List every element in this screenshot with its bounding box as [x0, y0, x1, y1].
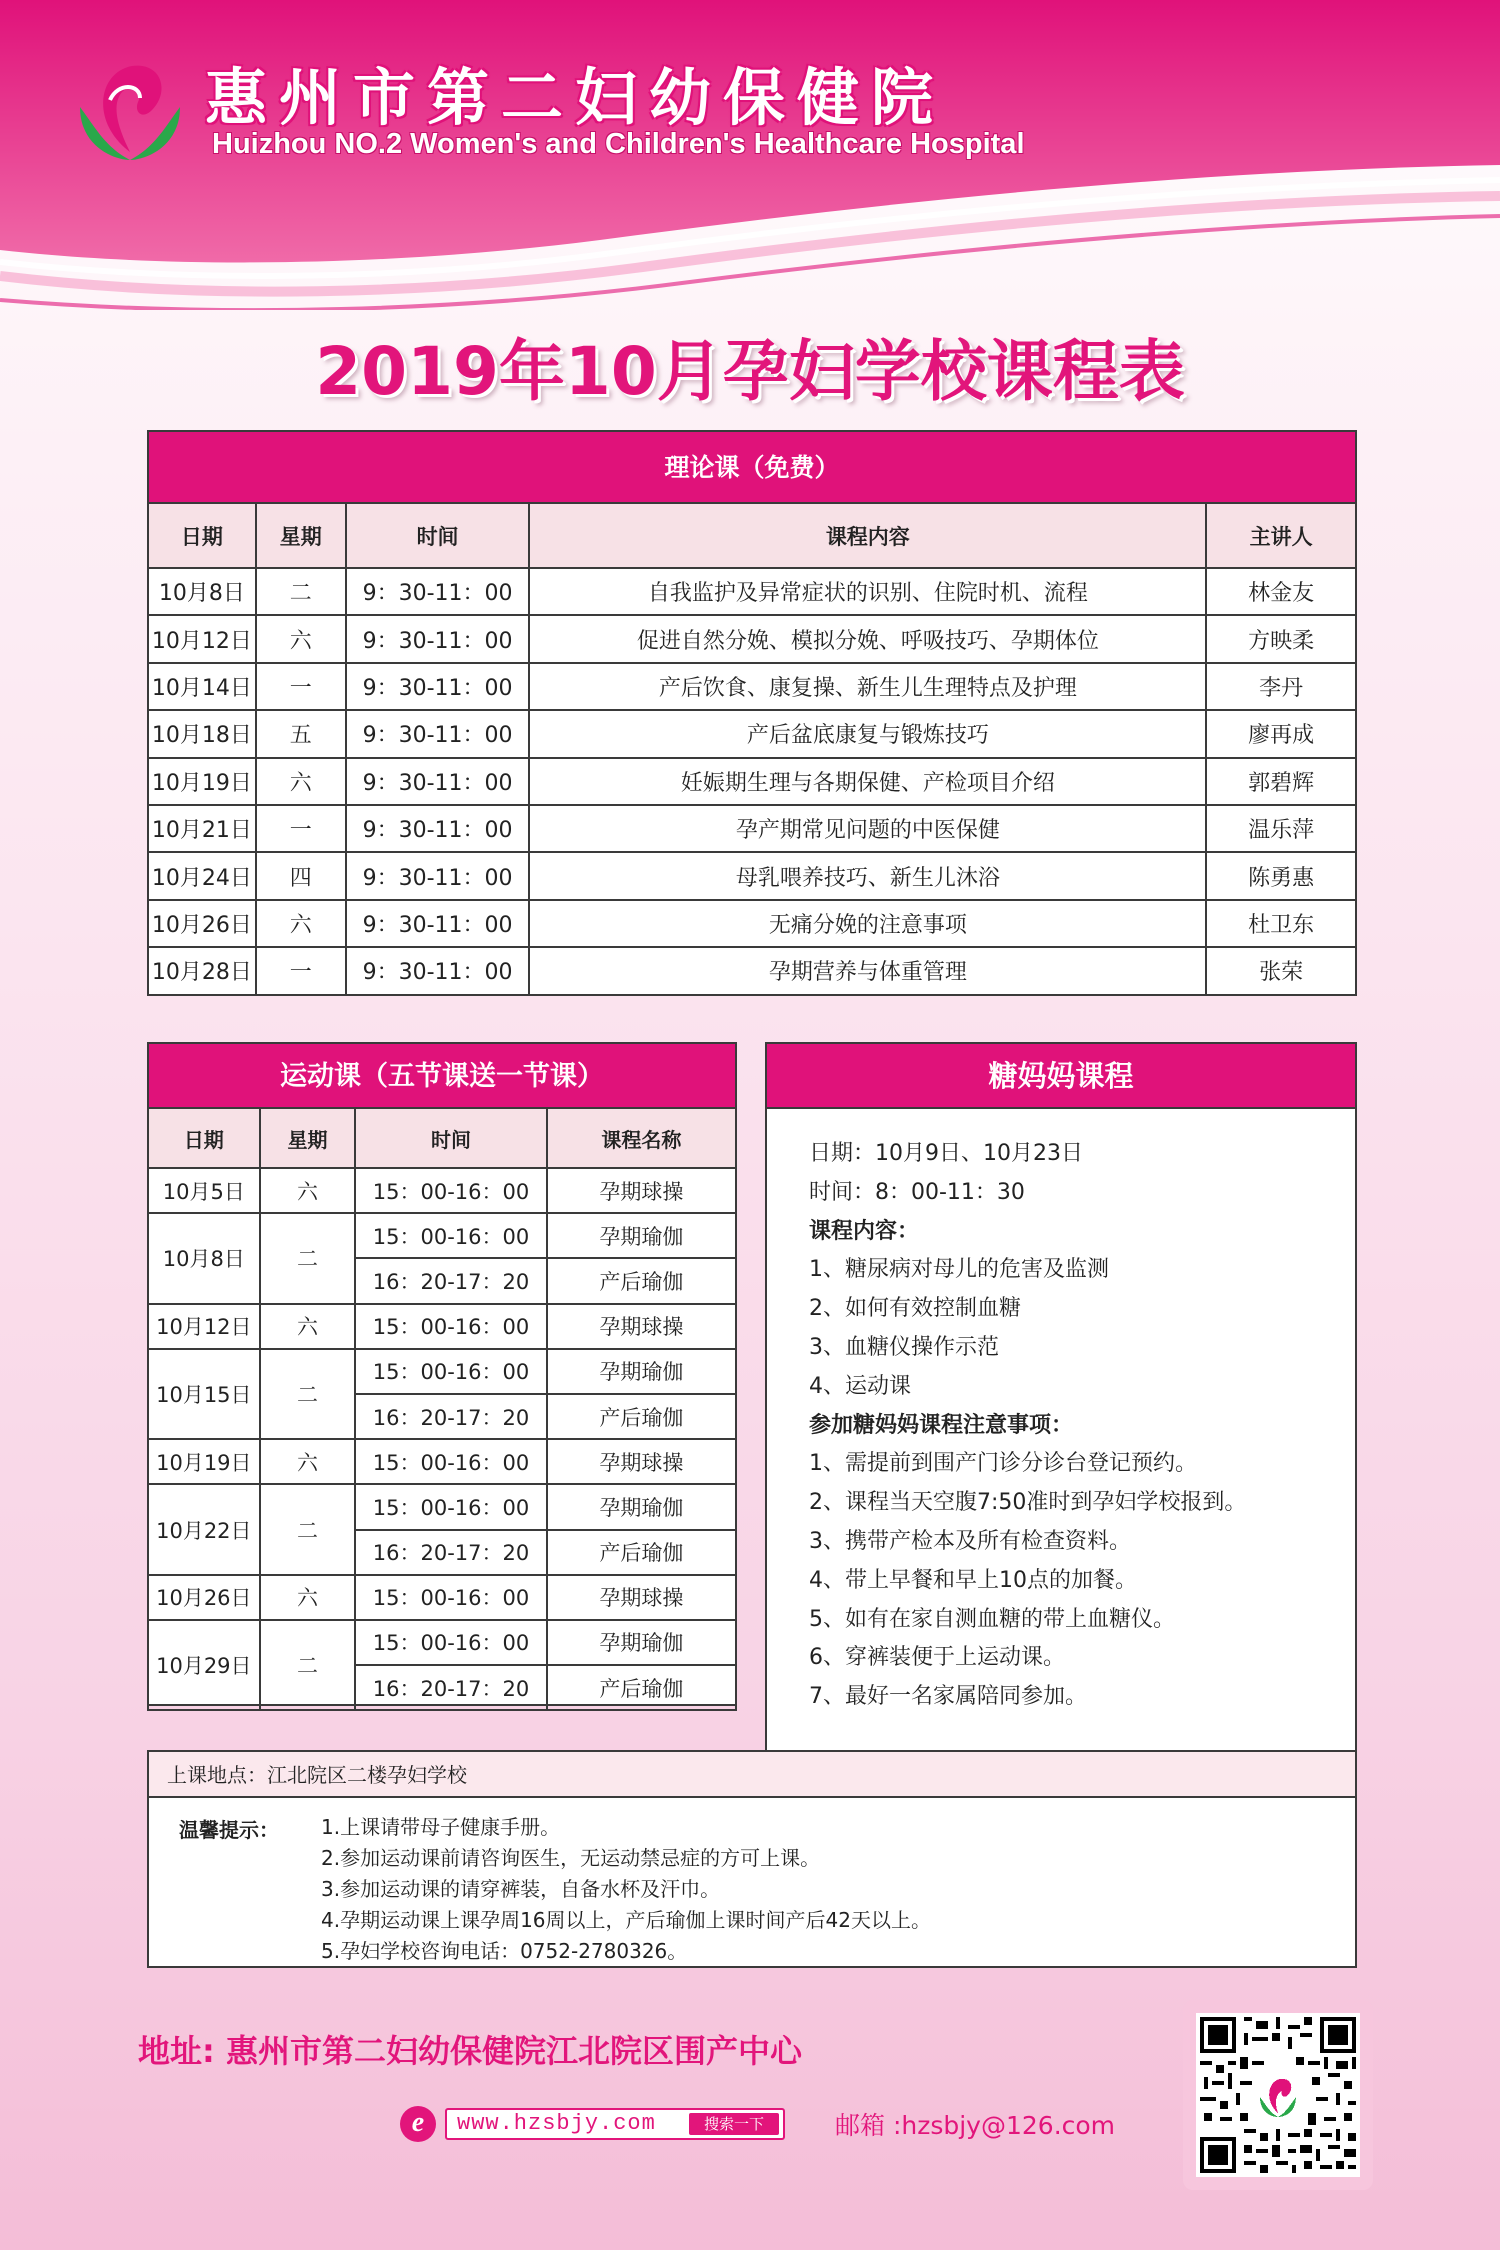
cell-time: 15：00-16：00	[355, 1349, 546, 1394]
cell-lecturer: 郭碧辉	[1206, 758, 1356, 805]
cell-date: 10月26日	[148, 900, 256, 947]
exercise-course-table	[147, 1107, 737, 1711]
qr-code-icon	[1196, 2013, 1360, 2177]
exercise-course-panel	[147, 1042, 737, 1706]
list-item: 2、如何有效控制血糖	[809, 1296, 1021, 1322]
cell-weekday: 二	[260, 1484, 356, 1574]
col-header-time: 时间	[355, 1108, 546, 1168]
table-row	[148, 1484, 736, 1529]
col-header-content: 课程内容	[529, 503, 1206, 568]
list-item: 1、糖尿病对母儿的危害及监测	[809, 1257, 1109, 1283]
cell-weekday: 二	[260, 1213, 356, 1303]
list-item: 3、血糖仪操作示范	[809, 1334, 999, 1360]
hospital-name-en: Huizhou NO.2 Women's and Children's Healthcare Hospital	[212, 128, 1025, 160]
diabetes-course-panel	[765, 1042, 1357, 1752]
cell-lecturer: 温乐萍	[1206, 805, 1356, 852]
cell-date: 10月12日	[148, 615, 256, 662]
table-row	[148, 1304, 736, 1349]
cell-time: 9：30-11：00	[346, 710, 530, 757]
cell-content: 产后盆底康复与锻炼技巧	[529, 710, 1206, 757]
cell-weekday: 六	[256, 900, 346, 947]
list-item: 2.参加运动课前请咨询医生，无运动禁忌症的方可上课。	[321, 1846, 821, 1870]
tips-label: 温馨提示：	[179, 1818, 279, 1842]
cell-time: 9：30-11：00	[346, 805, 530, 852]
table-row	[148, 1213, 736, 1258]
diabetes-course-body	[767, 1109, 1355, 1717]
cell-date: 10月19日	[148, 1439, 260, 1484]
cell-course-name: 孕期球操	[547, 1304, 736, 1349]
cell-time: 9：30-11：00	[346, 947, 530, 994]
list-item: 3、携带产检本及所有检查资料。	[809, 1528, 1131, 1554]
table-row	[148, 900, 1356, 947]
cell-date: 10月21日	[148, 805, 256, 852]
cell-weekday: 一	[256, 663, 346, 710]
cell-weekday: 一	[256, 947, 346, 994]
cell-date: 10月12日	[148, 1304, 260, 1349]
cell-date: 10月24日	[148, 852, 256, 899]
list-item: 7、最好一名家属陪同参加。	[809, 1684, 1087, 1710]
cell-weekday: 四	[256, 852, 346, 899]
cell-lecturer: 陈勇惠	[1206, 852, 1356, 899]
table-row	[148, 758, 1356, 805]
cell-date: 10月8日	[148, 1213, 260, 1303]
cell-course-name: 孕期瑜伽	[547, 1484, 736, 1529]
cell-date: 10月8日	[148, 568, 256, 615]
cell-lecturer: 方映柔	[1206, 615, 1356, 662]
cell-content: 无痛分娩的注意事项	[529, 900, 1206, 947]
diabetes-content-heading: 课程内容：	[809, 1218, 920, 1244]
list-item: 4.孕期运动课上课孕周16周以上，产后瑜伽上课时间产后42天以上。	[321, 1908, 931, 1932]
page-title: 2019年10月孕妇学校课程表	[315, 333, 1185, 410]
theory-course-table	[147, 502, 1357, 996]
cell-weekday: 六	[260, 1304, 356, 1349]
website-url[interactable]: www.hzsbjy.com	[457, 2111, 656, 2136]
cell-course-name: 孕期球操	[547, 1439, 736, 1484]
table-row	[148, 1439, 736, 1484]
cell-content: 孕期营养与体重管理	[529, 947, 1206, 994]
cell-date: 10月5日	[148, 1168, 260, 1213]
cell-content: 自我监护及异常症状的识别、住院时机、流程	[529, 568, 1206, 615]
hospital-name-cn: 惠州市第二妇幼保健院	[205, 61, 946, 134]
cell-weekday: 六	[256, 758, 346, 805]
qr-code-frame	[1183, 2000, 1373, 2190]
cell-lecturer: 张荣	[1206, 947, 1356, 994]
cell-time: 16：20-17：20	[355, 1258, 546, 1303]
cell-course-name: 孕期球操	[547, 1168, 736, 1213]
cell-weekday: 二	[256, 568, 346, 615]
col-header-date: 日期	[148, 1108, 260, 1168]
cell-date: 10月19日	[148, 758, 256, 805]
table-row	[148, 1168, 736, 1213]
cell-date: 10月22日	[148, 1484, 260, 1574]
table-row	[148, 710, 1356, 757]
cell-time: 9：30-11：00	[346, 758, 530, 805]
cell-date: 10月29日	[148, 1620, 260, 1710]
cell-time: 9：30-11：00	[346, 900, 530, 947]
cell-time: 15：00-16：00	[355, 1575, 546, 1620]
cell-course-name: 产后瑜伽	[547, 1258, 736, 1303]
cell-course-name: 孕期瑜伽	[547, 1620, 736, 1665]
cell-content: 孕产期常见问题的中医保健	[529, 805, 1206, 852]
cell-lecturer: 李丹	[1206, 663, 1356, 710]
table-row	[148, 1575, 736, 1620]
cell-course-name: 孕期瑜伽	[547, 1213, 736, 1258]
list-item: 1、需提前到围产门诊分诊台登记预约。	[809, 1451, 1197, 1477]
hospital-logo-icon	[70, 52, 190, 164]
list-item: 4、带上早餐和早上10点的加餐。	[809, 1567, 1137, 1593]
cell-weekday: 二	[260, 1349, 356, 1439]
cell-date: 10月15日	[148, 1349, 260, 1439]
theory-course-title: 理论课（免费）	[149, 432, 1355, 504]
list-item: 1.上课请带母子健康手册。	[321, 1815, 561, 1839]
email[interactable]: 邮箱 :hzsbjy@126.com	[835, 2111, 1116, 2140]
table-row	[148, 1349, 736, 1394]
cell-date: 10月14日	[148, 663, 256, 710]
cell-weekday: 六	[260, 1439, 356, 1484]
table-row	[148, 615, 1356, 662]
table-row	[148, 568, 1356, 615]
website-search-box[interactable]	[445, 2108, 785, 2140]
cell-weekday: 一	[256, 805, 346, 852]
exercise-header-row	[148, 1108, 736, 1168]
cell-content: 母乳喂养技巧、新生儿沐浴	[529, 852, 1206, 899]
cell-weekday: 五	[256, 710, 346, 757]
cell-lecturer: 杜卫东	[1206, 900, 1356, 947]
cell-date: 10月28日	[148, 947, 256, 994]
cell-time: 15：00-16：00	[355, 1484, 546, 1529]
cell-lecturer: 廖再成	[1206, 710, 1356, 757]
cell-course-name: 产后瑜伽	[547, 1394, 736, 1439]
search-button[interactable]: 搜索一下	[689, 2113, 779, 2135]
cell-time: 15：00-16：00	[355, 1620, 546, 1665]
cell-course-name: 孕期球操	[547, 1575, 736, 1620]
cell-time: 15：00-16：00	[355, 1213, 546, 1258]
cell-time: 9：30-11：00	[346, 615, 530, 662]
table-row	[148, 663, 1356, 710]
list-item: 5、如有在家自测血糖的带上血糖仪。	[809, 1606, 1175, 1632]
browser-e-icon: e	[400, 2106, 436, 2142]
cell-content: 促进自然分娩、模拟分娩、呼吸技巧、孕期体位	[529, 615, 1206, 662]
col-header-course-name: 课程名称	[547, 1108, 736, 1168]
cell-weekday: 六	[260, 1575, 356, 1620]
cell-time: 16：20-17：20	[355, 1665, 546, 1710]
list-item: 5.孕妇学校咨询电话：0752-2780326。	[321, 1939, 688, 1963]
col-header-time: 时间	[346, 503, 530, 568]
cell-content: 产后饮食、康复操、新生儿生理特点及护理	[529, 663, 1206, 710]
cell-time: 15：00-16：00	[355, 1439, 546, 1484]
col-header-weekday: 星期	[260, 1108, 356, 1168]
cell-weekday: 二	[260, 1620, 356, 1710]
col-header-date: 日期	[148, 503, 256, 568]
cell-time: 9：30-11：00	[346, 663, 530, 710]
col-header-lecturer: 主讲人	[1206, 503, 1356, 568]
cell-time: 15：00-16：00	[355, 1304, 546, 1349]
cell-time: 9：30-11：00	[346, 568, 530, 615]
diabetes-course-title: 糖妈妈课程	[767, 1044, 1355, 1109]
table-row	[148, 852, 1356, 899]
table-row	[148, 947, 1356, 994]
theory-course-panel	[147, 430, 1357, 996]
diabetes-date-line: 日期：10月9日、10月23日	[809, 1141, 1083, 1166]
list-item: 2、课程当天空腹7:50准时到孕妇学校报到。	[809, 1490, 1247, 1516]
diabetes-notes-heading: 参加糖妈妈课程注意事项：	[809, 1412, 1074, 1438]
tips-panel	[147, 1796, 1357, 1968]
cell-weekday: 六	[256, 615, 346, 662]
theory-header-row	[148, 503, 1356, 568]
cell-date: 10月26日	[148, 1575, 260, 1620]
exercise-course-title: 运动课（五节课送一节课）	[149, 1044, 735, 1109]
cell-content: 妊娠期生理与各期保健、产检项目介绍	[529, 758, 1206, 805]
cell-course-name: 产后瑜伽	[547, 1665, 736, 1710]
list-item: 6、穿裤装便于上运动课。	[809, 1645, 1065, 1671]
cell-time: 16：20-17：20	[355, 1530, 546, 1575]
list-item: 3.参加运动课的请穿裤装，自备水杯及汗巾。	[321, 1877, 721, 1901]
cell-time: 15：00-16：00	[355, 1168, 546, 1213]
list-item: 4、运动课	[809, 1373, 911, 1399]
cell-lecturer: 林金友	[1206, 568, 1356, 615]
table-row	[148, 805, 1356, 852]
cell-time: 16：20-17：20	[355, 1394, 546, 1439]
cell-time: 9：30-11：00	[346, 852, 530, 899]
cell-course-name: 产后瑜伽	[547, 1530, 736, 1575]
diabetes-time-line: 时间：8：00-11：30	[809, 1179, 1025, 1205]
address: 地址: 惠州市第二妇幼保健院江北院区围产中心	[138, 2032, 802, 2070]
cell-date: 10月18日	[148, 710, 256, 757]
cell-weekday: 六	[260, 1168, 356, 1213]
table-row	[148, 1620, 736, 1665]
col-header-weekday: 星期	[256, 503, 346, 568]
cell-course-name: 孕期瑜伽	[547, 1349, 736, 1394]
class-location: 上课地点：江北院区二楼孕妇学校	[147, 1750, 1357, 1798]
tips-list	[321, 1812, 931, 1967]
